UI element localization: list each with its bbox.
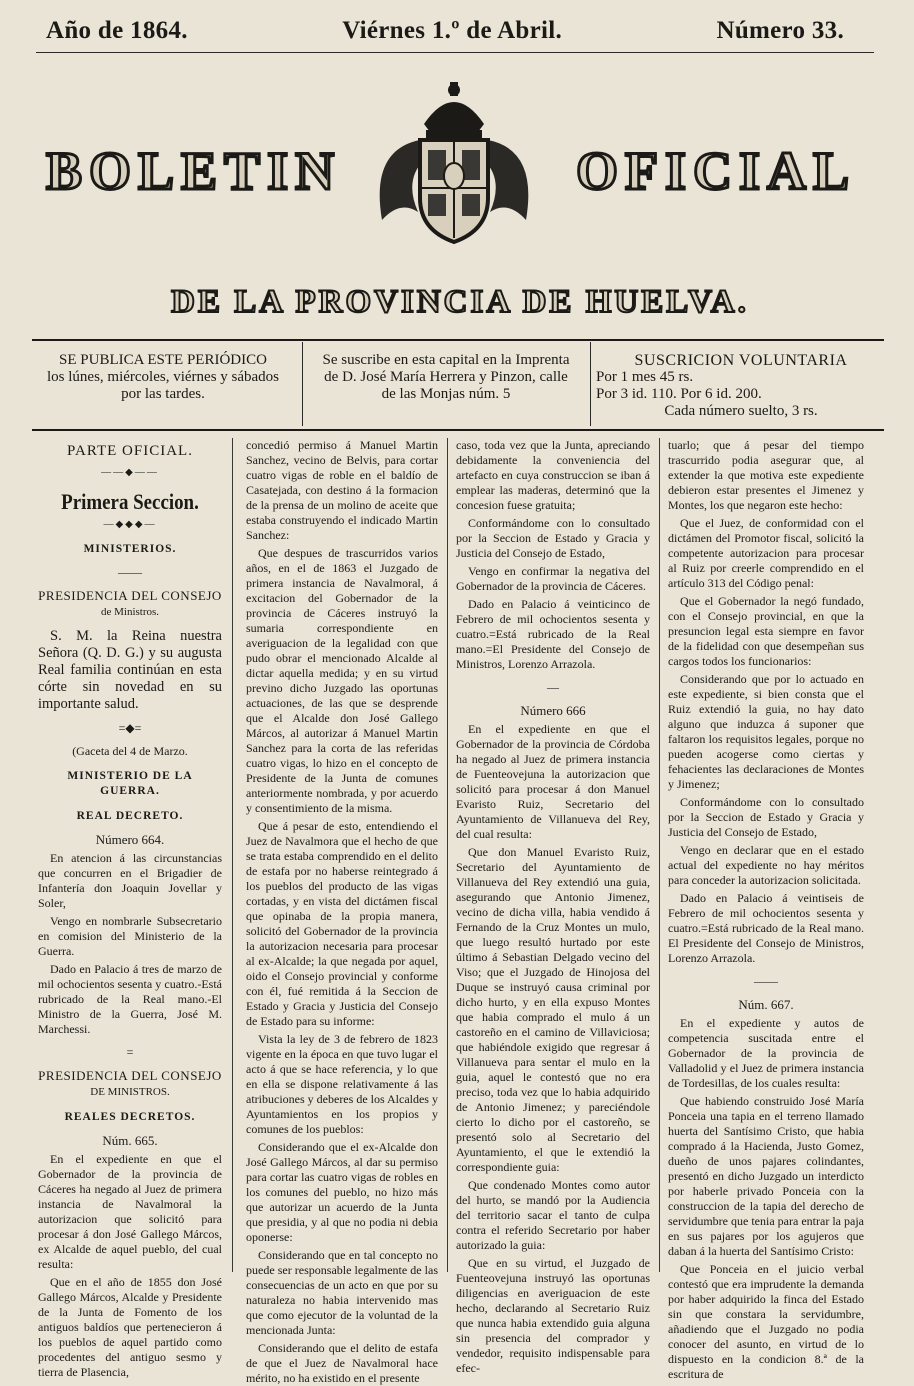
paragraph: Vengo en nombrarle Subsecretario en comision del Ministerio de la Guerra.: [38, 914, 222, 958]
paragraph: Conformándome con lo consultado por la Seccion de Estado y Gracia y Justicia del Consejo de Estado,: [456, 516, 650, 560]
presidencia-heading: PRESIDENCIA DEL CONSEJO: [38, 588, 222, 603]
paragraph: Que habiendo construido José María Ponceia una tapia en el terreno llamado huerta del Santísimo Cristo, que habia comprado á la Hacienda, Justo Gomez, dueño de unos pajares colindantes, presentó en dicho Juzgado un interdicto por haberle privado Ponceia con la construccion de la tapia del derecho de servidumbre que tenia para entrar la paja en sus pajares por los agujeros que daban á la huerta del Santísimo Cristo:: [668, 1094, 864, 1258]
info-separator-1: [302, 342, 303, 426]
decree-number-664: Número 664.: [95, 832, 165, 847]
guerra-heading: MINISTERIO DE LA GUERRA.: [67, 770, 193, 797]
column-rule-3: [659, 438, 660, 1272]
masthead-subtitle: DE LA PROVINCIA DE HUELVA.: [171, 284, 749, 320]
subscribe-info: [306, 352, 586, 403]
paragraph: Que condenado Montes como autor del hurto, se mandó por la Audiencia del territorio sacar el tanto de culpa contra el referido Secretario por haber autorizado la guia:: [456, 1178, 650, 1252]
subscription-single: Cada número suelto, 3 rs.: [664, 403, 818, 419]
ornament-divider: ——◆——: [101, 467, 159, 478]
paragraph: concedió permiso á Manuel Martin Sanchez, vecino de Belvis, para cortar cuatro vigas de roble en el baldío de Casatejada, con destino á la formacion de la prensa de un molino de aceite que estaba construyendo el indicado Martin Sanchez:: [246, 438, 438, 542]
publishing-info: [30, 352, 296, 403]
paragraph: Conformándome con lo consultado por la Seccion de Estado y Gracia y Justicia del Consejo de Estado,: [668, 795, 864, 839]
royal-crest-icon: [360, 80, 548, 248]
paragraph: Que despues de trascurridos varios años, en el de 1863 el Juzgado de primera instancia de Navalmoral, á excitacion del Gobernador de la provincia de Cáceres instruyó la sumaria correspondiente en averiguacion de la legalidad con que pudo obrar el mencionado Alcalde al dictar aquella medida; y en su virtud previno dicho Juzgado las oportunas actuaciones, de las que se desprende que el Alcalde don José Gallego Márcos, al autorizar á Manuel Martin Sanchez para la corta de las referidas cuatro vigas, lo hizo en el concepto de Presidente de la Junta de comunes anteriormente nombrada, y por acuerdo y consentimiento de la misma.: [246, 546, 438, 815]
subscribe-line-2: de D. José María Herrera y Pinzon, calle: [324, 369, 568, 385]
primera-seccion-heading: Primera Seccion.: [61, 489, 199, 514]
ministerios-heading: MINISTERIOS.: [83, 543, 177, 555]
paragraph: Dado en Palacio á veinticinco de Febrero de mil ochocientos sesenta y cuatro.=Está rubricado de la Real mano.=El Presidente del Consejo de Ministros, Lorenzo Arrazola.: [456, 597, 650, 671]
paragraph: Dado en Palacio á tres de marzo de mil ochocientos sesenta y cuatro.-Está rubricado de la Real mano.-El Ministro de la Guerra, José M. Marchessi.: [38, 962, 222, 1036]
parte-oficial-heading: PARTE OFICIAL.: [67, 443, 193, 459]
column-2: [246, 438, 438, 1385]
paragraph: En el expediente en que el Gobernador de la provincia de Córdoba ha negado al Juez de primera instancia de Fuenteovejuna la autorizacion que solicitó para procesar á don Manuel Evaristo Ruiz, Secretario del Ayuntamiento de Villanueva del Rey, del cual resulta:: [456, 722, 650, 841]
paragraph: Que en su virtud, el Juzgado de Fuenteovejuna instruyó las oportunas diligencias en averiguacion de este hecho, declarando al Secretario Ruiz que nunca habia extendido guia alguna sin presencia del comprador y vendedor, requisito indispensable para efec-: [456, 1256, 650, 1375]
presidencia-subheading: de Ministros.: [100, 606, 160, 618]
royal-health-notice: S. M. la Reina nuestra Señora (Q. D. G.) y su augusta Real familia continúan en esta córte sin novedad en su importante salud.: [38, 628, 222, 712]
paragraph: Que el Juez, de conformidad con el dictámen del Promotor fiscal, solicitó la competente autorizacion para procesar al Ruiz por creerle comprendido en el artículo 313 del Código penal:: [668, 516, 864, 590]
real-decreto-heading: REAL DECRETO.: [76, 810, 184, 822]
info-rule-bottom: [32, 429, 884, 431]
paragraph: En el expediente en que el Gobernador de la provincia de Cáceres ha negado al Juez de primera instancia de Navalmoral la autorizacion que solicitó para procesar á don José Gallego Márcos, ex Alcalde de aquel pueblo, del cual resulta:: [38, 1152, 222, 1271]
paragraph: Que el Gobernador la negó fundado, con el Consejo provincial, en que la presuncion legal esta siempre en favor de la fidelidad con que desempeñan sus cargos todos los funcionarios:: [668, 594, 864, 668]
decree-number-667: Núm. 667.: [738, 997, 794, 1012]
year-label: Año de 1864.: [46, 17, 188, 44]
paragraph: Considerando que en tal concepto no puede ser responsable legalmente de las consecuencias de un acto en que por su naturaleza no habia intervenido mas que como ejecutor de la voluntad de la mencionada Junta:: [246, 1248, 438, 1337]
subscription-title: SUSCRICION VOLUNTARIA: [634, 352, 848, 369]
subscription-info: [596, 352, 886, 420]
publishing-line-1: SE PUBLICA ESTE PERIÓDICO: [59, 352, 267, 368]
paragraph: En atencion á las circunstancias que concurren en el Brigadier de Infantería don Joaquin Jovellar y Soler,: [38, 851, 222, 910]
subscribe-line-1: Se suscribe en esta capital en la Imprenta: [322, 352, 570, 368]
column-rule-1: [232, 438, 233, 1272]
info-rule-top: [32, 339, 884, 341]
reales-decretos-heading: REALES DECRETOS.: [64, 1111, 196, 1123]
dateline: [46, 14, 844, 48]
paragraph: Que á pesar de esto, entendiendo el Juez de Navalmora que el hecho de que se trata estaba comprendido en el delito de estafa por no haberse reintegrado á los pueblos del producto de las vigas cortadas, y en vista del dictámen fiscal que opinaba de la propia manera, solicitó del Gobernador de la provincia la autorizacion necesaria para procesar al ex-Alcalde; la que negada por aquel, oido el Consejo provincial y conforme con él, fué remitida á la Seccion de Estado y Gracia y Justicia del Consejo de Estado para su informe:: [246, 819, 438, 1028]
paragraph: Que don Manuel Evaristo Ruiz, Secretario del Ayuntamiento de Villanueva del Rey extendió una guia, asegurando que Antonio Jimenez, vecino de dicha villa, habia vendido á Fernando de la Cruz Montes un mulo, que luego resultó hurtado por este último á Sebastian Delgado vecino del Viso; que el Juzgado de Hinojosa del Duque se instruyó causa criminal por dicho hurto, y en ella expuso Montes que habia comprado el mulo á un castoreño en el camino de Villaviciosa; que habiéndole exigido que regresar á Villanueva para sentar el mulo en la guia, aquel le contestó que no era preciso, toda vez que lo habia adquirido de Antonio Jimenez; y pareciéndole cierto lo dicho por el castoreño, se presentó solo al Secretario del Ayuntamiento, el que le extendió la correspondiente guia:: [456, 845, 650, 1174]
short-divider: =◆=: [118, 721, 142, 735]
presidencia-heading-2: PRESIDENCIA DEL CONSEJO: [38, 1068, 222, 1083]
subscription-price-2: Por 3 id. 110. Por 6 id. 200.: [596, 386, 762, 402]
top-rule: [36, 52, 874, 53]
paragraph: Vista la ley de 3 de febrero de 1823 vigente en la época en que tuvo lugar el acto á que se hace referencia, y lo que en ella se dispone relativamente á las atribuciones y deberes de los Alcaldes y Ayuntamientos en los propios y comunes de los pueblos:: [246, 1032, 438, 1136]
paragraph: Considerando que por lo actuado en este expediente, si bien consta que el Ruiz extendió la guia, no hay dato alguno que induzca á suponer que faltaron los requisitos legales, porque no pueden acogerse como ciertas y fehacientes las declaraciones de Montes y Jimenez;: [668, 672, 864, 791]
paragraph: Que Ponceia en el juicio verbal contestó que era imprudente la demanda por haber adquirido la finca del Estado sin que constara la servidumbre, añadiendo que el Juzgado no podia conocer del asunto, en virtud de lo dispuesto en la condicion 8.ª de la escritura de: [668, 1262, 864, 1381]
column-rule-2: [447, 438, 448, 1272]
column-4: [668, 438, 864, 1381]
subscribe-line-3: de las Monjas núm. 5: [381, 386, 511, 402]
short-divider: ——: [754, 974, 778, 988]
paragraph: Vengo en confirmar la negativa del Gobernador de la provincia de Cáceres.: [456, 564, 650, 593]
short-divider: —: [547, 680, 559, 694]
subscription-price-1: Por 1 mes 45 rs.: [596, 369, 694, 385]
masthead-right: OFICIAL: [576, 141, 857, 201]
paragraph: caso, toda vez que la Junta, apreciando debidamente la conveniencia del artefacto en cuya construccion se iban á emplear las maderas, determinó que la concesion fuese gratuita;: [456, 438, 650, 512]
paragraph: Considerando que el delito de estafa de que el Juez de Navalmoral hace mérito, no ha existido en el presente: [246, 1341, 438, 1385]
date-label: Viérnes 1.º de Abril.: [342, 17, 563, 44]
issue-number: Número 33.: [716, 17, 844, 44]
short-divider: =: [126, 1045, 134, 1059]
decree-number-666: Número 666: [520, 703, 586, 718]
ornament-divider: —◆◆◆—: [103, 519, 157, 530]
paragraph: Dado en Palacio á veintiseis de Febrero de mil ochocientos sesenta y cuatro.=Está rubricado de la Real mano. El Presidente del Consejo de Ministros, Lorenzo Arrazola.: [668, 891, 864, 965]
paragraph: Que en el año de 1855 don José Gallego Márcos, Alcalde y Presidente de la Junta de Fomento de los antiguos baldíos que pertenecieron á los pueblos de aquel partido como procedentes del antiguo sesmo y tierra de Plasencia,: [38, 1275, 222, 1379]
short-divider: ——: [118, 565, 142, 579]
column-3: [456, 438, 650, 1375]
gaceta-reference: (Gaceta del 4 de Marzo.: [72, 744, 188, 758]
publishing-line-3: por las tardes.: [121, 386, 205, 402]
paragraph: tuarlo; que á pesar del tiempo trascurrido podia asegurar que, al extender la que motiva este expediente debieron estar presentes el Jimenez y Montes, los que negaron este hecho:: [668, 438, 864, 512]
decree-number-665: Núm. 665.: [102, 1133, 158, 1148]
publishing-line-2: los lúnes, miércoles, viérnes y sábados: [46, 369, 280, 385]
column-1: [38, 438, 222, 1379]
paragraph: Vengo en declarar que en el estado actual del expediente no hay méritos para conceder la autorizacion solicitada.: [668, 843, 864, 887]
info-separator-2: [590, 342, 591, 426]
paragraph: En el expediente y autos de competencia suscitada entre el Gobernador de la provincia de Valladolid y el Juez de primera instancia de Tordesillas, de los cuales resulta:: [668, 1016, 864, 1090]
presidencia-subheading-2: DE MINISTROS.: [90, 1086, 170, 1098]
masthead-left: BOLETIN: [46, 141, 342, 201]
paragraph: Considerando que el ex-Alcalde don José Gallego Márcos, al dar su permiso para cortar las cuatro vigas de robles en los comunes del pueblo, no hizo más que autorizar un acuerdo de la Junta que presidia, y al que no podia ni debia oponerse:: [246, 1140, 438, 1244]
